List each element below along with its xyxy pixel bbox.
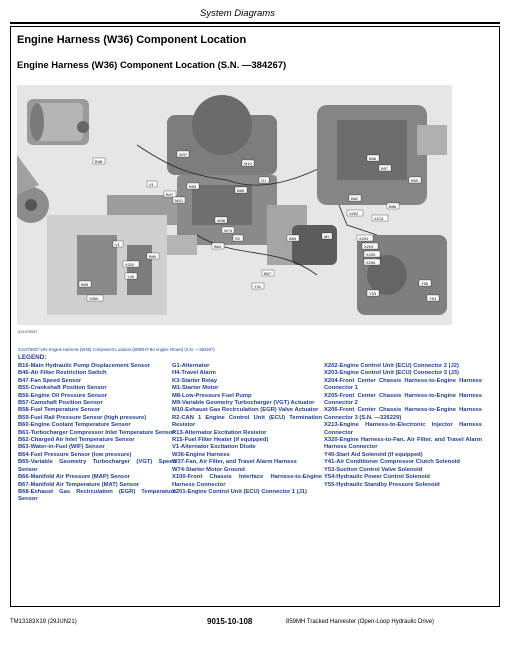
legend-item: B65-Variable Geometry Turbocharger (VGT) Speed Sensor <box>18 459 176 473</box>
legend-item: M10-Exhaust Gas Recirculation (EGR) Valve Actuator <box>172 407 319 414</box>
section-subtitle: Engine Harness (W36) Component Location (S.N. —384267) <box>17 60 287 71</box>
legend-item: W36-Engine Harness <box>172 451 230 458</box>
legend-item: B63-Water-in-Fuel (WIF) Sensor <box>18 444 105 451</box>
lower-left-drawing <box>47 215 167 315</box>
legend-item: R15-Fuel Filter Heater (if equipped) <box>172 437 269 444</box>
callout-label: B67 <box>264 271 272 276</box>
legend-item: M8-Low-Pressure Fuel Pump <box>172 392 252 399</box>
callout-label: B69 <box>149 254 157 259</box>
air-filter-drawing <box>27 99 89 145</box>
legend-item: Y53-Suction Control Valve Solenoid <box>324 466 423 473</box>
legend-item: B46-Air Filter Restriction Switch <box>18 370 107 377</box>
legend-item: X201-Engine Control Unit (ECU) Connector 1 (J1) <box>172 488 307 495</box>
callout-label: B56 <box>369 156 377 161</box>
callout-label: M10 <box>175 198 183 203</box>
callout-label: B55 <box>81 282 89 287</box>
legend-item: B66-Manifold Air Pressure (MAP) Sensor <box>18 474 130 481</box>
engine-harness-figure <box>17 85 452 325</box>
callout-label: R2 <box>235 236 241 241</box>
page-header-title: System Diagrams <box>200 8 275 19</box>
legend-item: M1-Starter Motor <box>172 385 219 392</box>
legend-item: Y40-Start Aid Solenoid (if equipped) <box>324 451 423 458</box>
legend-item: B58-Fuel Temperature Sensor <box>18 407 101 414</box>
legend-item: X206-Front Center Chassis Harness-to-Engine Harness Connector 3 (S.N. —326229) <box>324 407 482 421</box>
callout-label: X202 <box>349 211 359 216</box>
callout-label: B48 <box>95 159 103 164</box>
legend-item: M9-Variable Geometry Turbocharger (VGT) Actuator <box>172 400 315 407</box>
legend-item: R13-Alternator Excitation Resistor <box>172 429 267 436</box>
legend-item: W74-Starter Motor Ground <box>172 466 245 473</box>
callout-label: V1 <box>115 242 120 247</box>
legend-item: X205-Front Center Chassis Harness-to-Engine Harness Connector 2 <box>324 392 482 407</box>
callout-label: B85 <box>237 188 245 193</box>
content-frame <box>10 26 500 607</box>
legend-item: B56-Engine Oil Pressure Sensor <box>18 392 107 399</box>
legend-item: K3-Starter Relay <box>172 377 218 384</box>
legend-item: B55-Crankshaft Position Sensor <box>18 385 107 392</box>
legend-item: B61-Turbocharger Compressor Inlet Temperature Sensor <box>18 429 175 436</box>
legend-item: B64-Fuel Pressure Sensor (low pressure) <box>18 451 132 458</box>
callout-label: W74 <box>224 228 233 233</box>
callout-label: X320 <box>125 262 135 267</box>
legend-item: B60-Engine Coolant Temperature Sensor <box>18 422 131 429</box>
figure-id: XJ1375937 <box>18 330 38 334</box>
callout-label: B55 <box>189 184 197 189</box>
callout-label: B57 <box>381 166 389 171</box>
legend-item: X203-Engine Control Unit (ECU) Connector 3 (J3) <box>324 370 459 377</box>
callout-label: V1 <box>149 182 154 187</box>
callout-label: Y55 <box>421 281 429 286</box>
footer-page-number: 9015-10-108 <box>207 617 253 626</box>
legend-title: LEGEND: <box>18 354 47 361</box>
callout-label: B58 <box>389 204 397 209</box>
callout-label: Y54 <box>429 296 437 301</box>
callout-label: X213 <box>374 216 384 221</box>
callout-label: Y40 <box>127 274 135 279</box>
callout-label: X300 <box>89 296 99 301</box>
callout-label: B65 <box>289 236 297 241</box>
legend-item: Y41-Air Conditioner Compressor Clutch Solenoid <box>324 459 460 466</box>
callout-label: G1 <box>261 178 267 183</box>
callout-label: B59 <box>411 178 419 183</box>
section-title: Engine Harness (W36) Component Location <box>17 34 247 46</box>
engine-illustration <box>17 85 452 325</box>
legend-item: V1-Alternator Excitation Diode <box>172 444 256 451</box>
legend-item: X202-Engine Control Unit (ECU) Connector 2 (J2) <box>324 363 459 369</box>
legend-item: Y55-Hydraulic Standby Pressure Solenoid <box>324 481 440 488</box>
callout-label: Y53 <box>369 291 377 296</box>
legend-item: B62-Charged Air Inlet Temperature Sensor <box>18 437 135 444</box>
legend-column-2 <box>172 363 322 496</box>
callout-label: X205 <box>366 252 376 257</box>
figure-caption: XJ1375937-UN: Engine Harness (W36) Component Location (6090HT-B4 engine shown) (S.N. —384267) <box>18 347 215 352</box>
legend-item: B57-Camshaft Position Sensor <box>18 400 103 407</box>
legend-item: X100-Front Chassis Interface Harness-to-Engine Harness Connector <box>172 474 322 488</box>
legend-item: X320-Engine Harness-to-Fan, Air Filter, and Travel Alarm Harness Connector <box>324 437 482 451</box>
callout-label: M10 <box>244 161 252 166</box>
callout-label: W36 <box>217 218 226 223</box>
callout-label: X206 <box>366 260 376 265</box>
callout-label: B62 <box>351 196 359 201</box>
callout-label: M9 <box>324 234 330 239</box>
legend-item: B68-Exhaust Gas Recirculation (EGR) Temperature Sensor <box>18 488 176 503</box>
callout-label: B64 <box>214 244 222 249</box>
legend-item: B67-Manifold Air Temperature (MAT) Sensor <box>18 481 139 488</box>
footer-doc-id: TM13183X19 (29JUN21) <box>10 619 77 625</box>
legend-item: Y54-Hydraulic Power Control Solenoid <box>324 474 430 481</box>
legend-item: H4-Travel Alarm <box>172 370 216 377</box>
callout-label: W37 <box>179 152 188 157</box>
legend-item: W37-Fan, Air Filter, and Travel Alarm Harness <box>172 459 297 466</box>
legend-item: B59-Fuel Rail Pressure Sensor (high pressure) <box>18 414 147 421</box>
footer-machine-name: 859MH Tracked Harvester (Open-Loop Hydraulic Drive) <box>286 619 435 625</box>
callout-label: Y41 <box>254 284 262 289</box>
callout-label: X203 <box>364 244 374 249</box>
legend-item: X204-Front Center Chassis Harness-to-Engine Harness Connector 1 <box>324 377 482 392</box>
legend-column-1 <box>18 363 176 504</box>
legend-item: G1-Alternator <box>172 363 210 369</box>
legend-item: X213-Engine Harness-to-Electronic Injector Harness Connector <box>324 422 482 436</box>
header-rule <box>10 22 500 24</box>
legend-item: R2-CAN 1 Engine Control Unit (ECU) Termination Resistor <box>172 414 322 429</box>
legend-column-3 <box>324 363 482 489</box>
legend-item: B47-Fan Speed Sensor <box>18 377 82 384</box>
legend-item: B16-Main Hydraulic Pump Displacement Sensor <box>18 363 151 369</box>
callout-label: B47 <box>166 192 174 197</box>
callout-label: X201 <box>359 236 369 241</box>
